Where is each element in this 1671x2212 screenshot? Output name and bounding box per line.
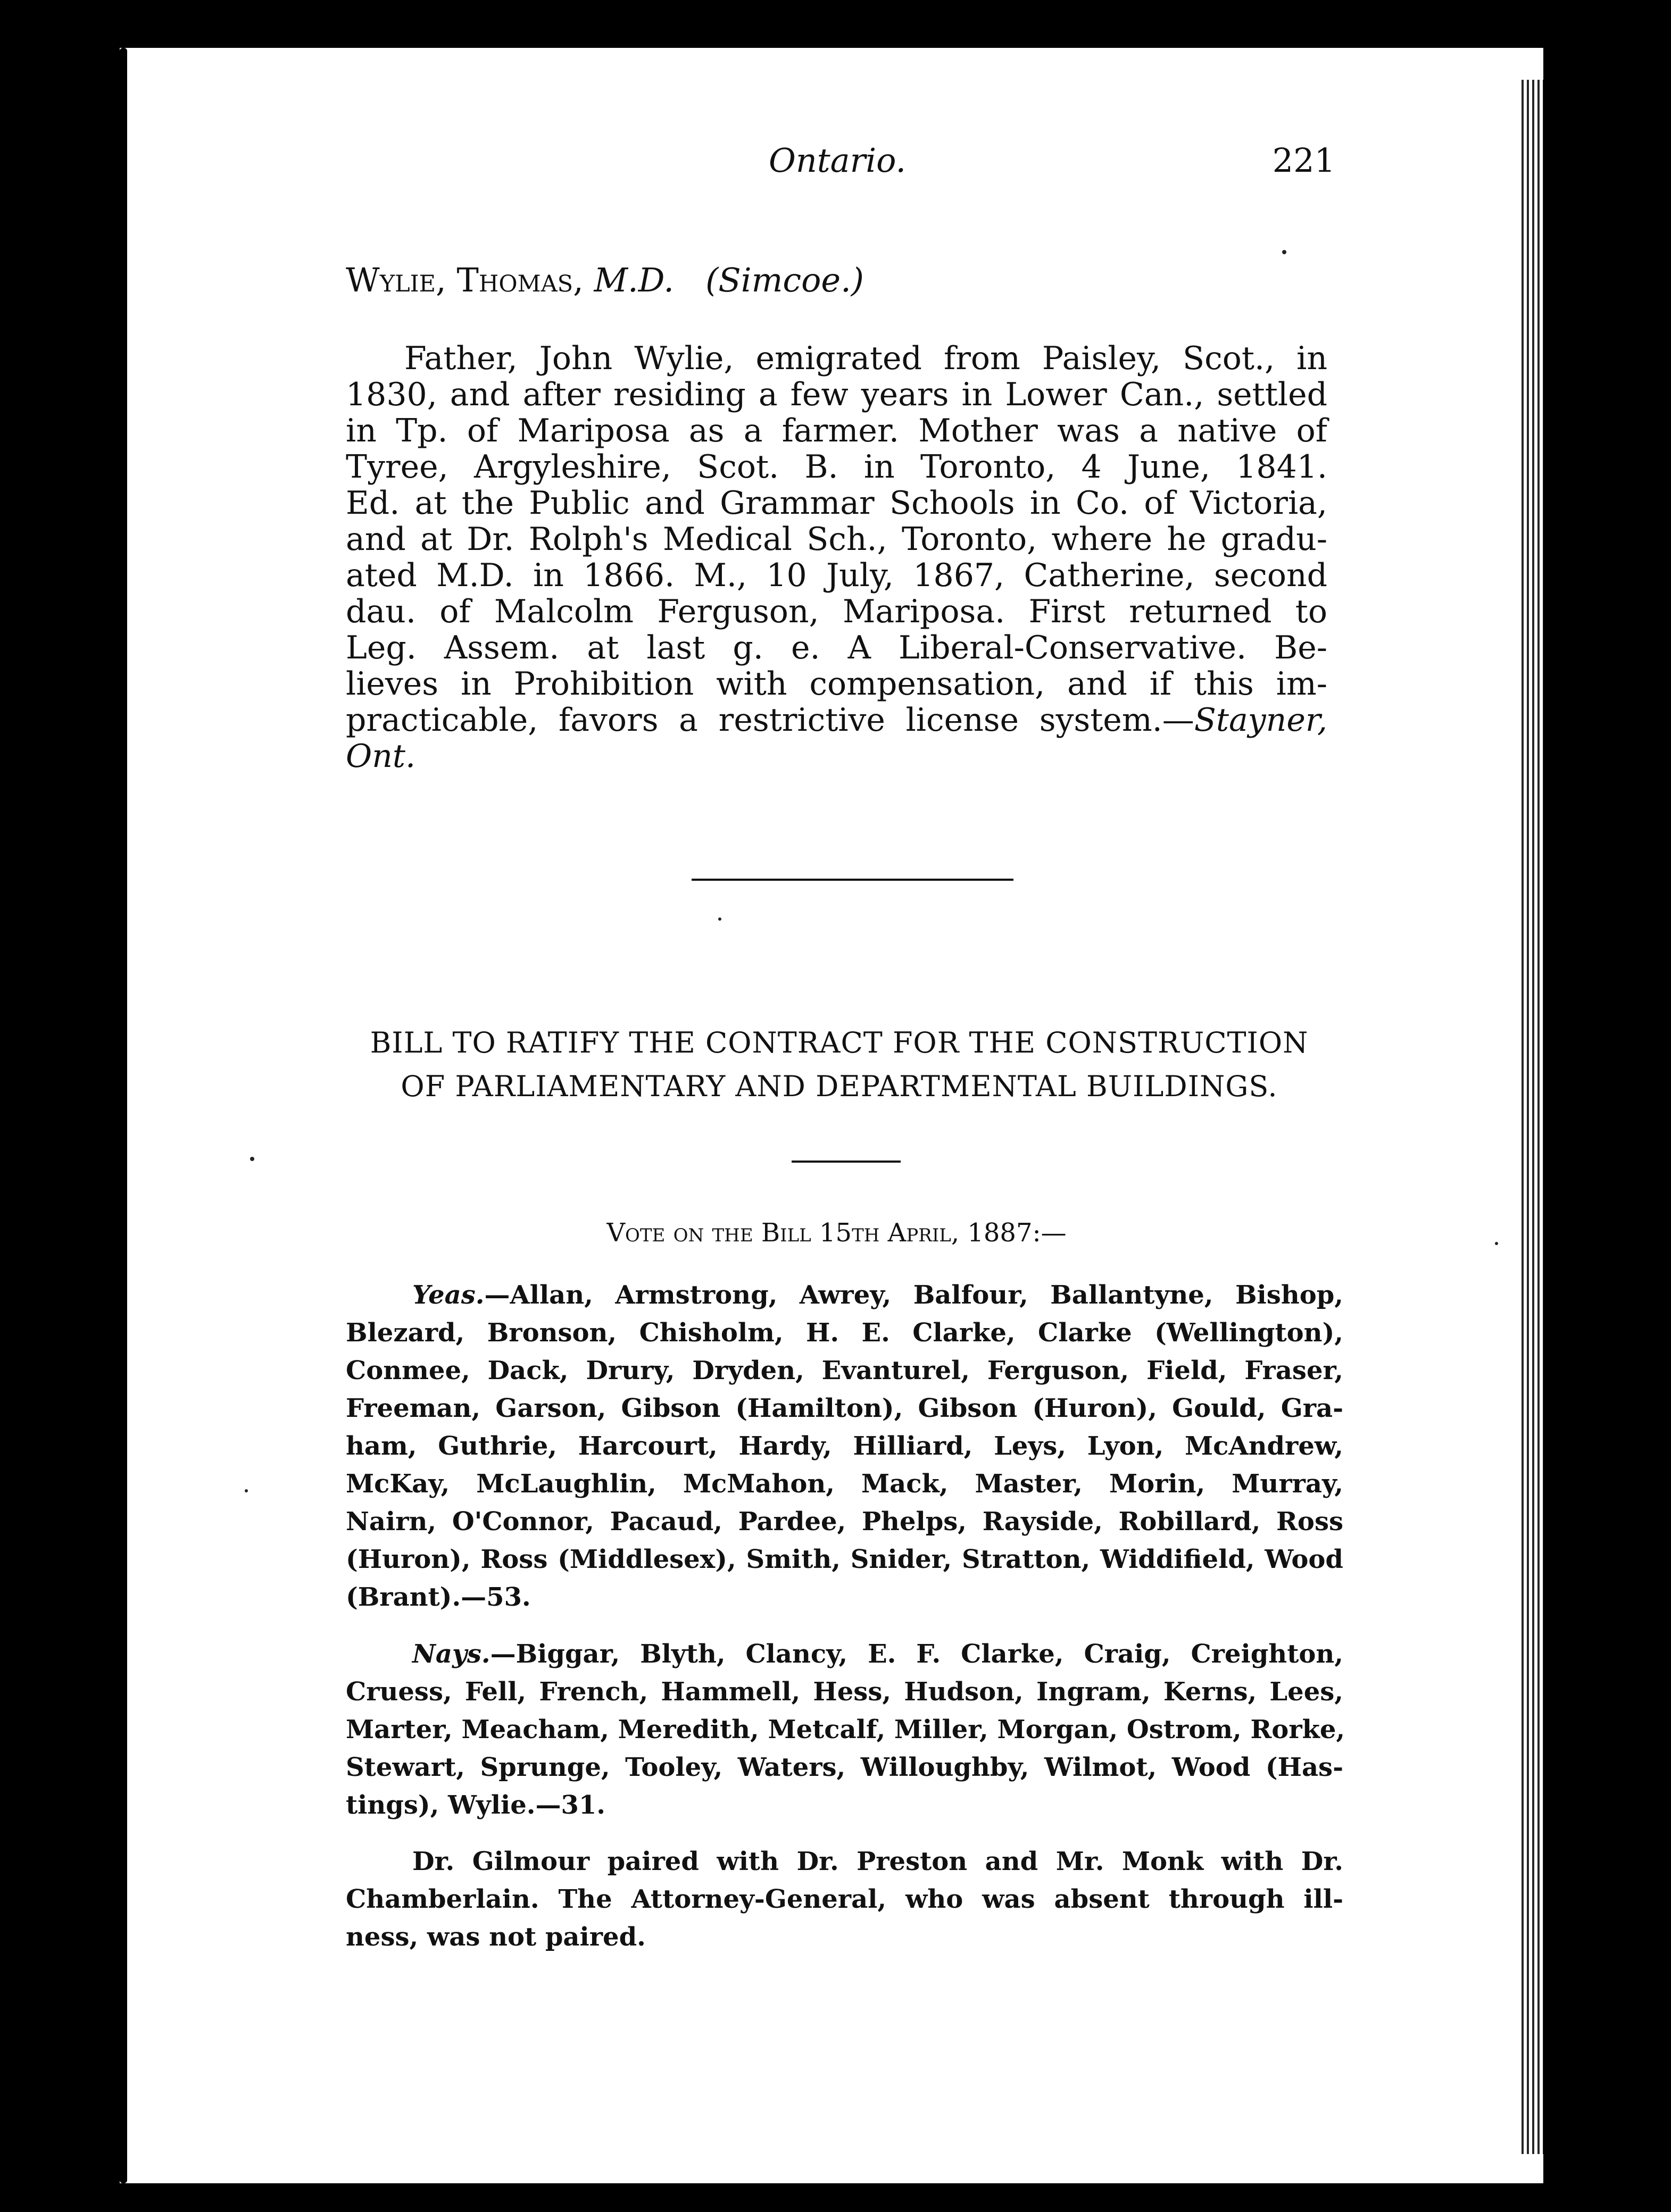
print-speck xyxy=(1282,250,1286,254)
entry-given-name: Thomas, xyxy=(456,261,584,299)
nays-line: Stewart, Sprunge, Tooley, Waters, Willoughby, Wilmot, Wood (Has- xyxy=(346,1752,1343,1782)
binding-clip xyxy=(108,189,127,208)
binding-clip xyxy=(108,1955,127,1974)
print-speck xyxy=(245,1489,248,1492)
entry-riding: (Simcoe.) xyxy=(705,261,864,299)
print-speck xyxy=(718,917,721,921)
entry-heading xyxy=(346,261,864,299)
yeas-line-text: —Allan, Armstrong, Awrey, Balfour, Ballantyne, Bishop, xyxy=(484,1280,1343,1310)
nays-line: tings), Wylie.—31. xyxy=(346,1790,605,1820)
yeas-paragraph xyxy=(346,1276,1343,1616)
bio-address-2: Ont. xyxy=(346,738,416,775)
pairs-line: Dr. Gilmour paired with Dr. Preston and Mr. Monk with Dr. xyxy=(412,1847,1343,1876)
yeas-line: Blezard, Bronson, Chisholm, H. E. Clarke, Clarke (Wellington), xyxy=(346,1318,1343,1348)
yeas-line: McKay, McLaughlin, McMahon, Mack, Master, Morin, Murray, xyxy=(346,1469,1343,1499)
yeas-label: Yeas. xyxy=(412,1280,485,1310)
yeas-line: Nairn, O'Connor, Pacaud, Pardee, Phelps, Rayside, Robillard, Ross xyxy=(346,1507,1343,1537)
bill-title xyxy=(340,1021,1338,1108)
bio-line: Leg. Assem. at last g. e. A Liberal-Conservative. Be- xyxy=(346,629,1327,666)
binding-clip xyxy=(108,598,127,617)
short-divider xyxy=(792,1161,901,1163)
bill-title-line-2: OF PARLIAMENTARY AND DEPARTMENTAL BUILDINGS. xyxy=(401,1070,1278,1103)
bio-line: lieves in Prohibition with compensation, and if this im- xyxy=(346,665,1327,703)
yeas-line: Freeman, Garson, Gibson (Hamilton), Gibson (Huron), Gould, Gra- xyxy=(346,1393,1343,1423)
yeas-line: (Huron), Ross (Middlesex), Smith, Snider, Stratton, Widdifield, Wood xyxy=(346,1545,1343,1574)
bio-line: Father, John Wylie, emigrated from Paisley, Scot., in xyxy=(404,340,1327,377)
binding-edge xyxy=(120,48,127,2183)
vote-heading: Vote on the Bill 15th April, 1887:— xyxy=(606,1218,1067,1248)
bio-line: ated M.D. in 1866. M., 10 July, 1867, Catherine, second xyxy=(346,557,1327,594)
bio-line-with-address xyxy=(346,702,1327,738)
bio-address-1: Stayner, xyxy=(1194,702,1327,739)
print-speck xyxy=(1495,1242,1498,1245)
pairs-line: ness, was not paired. xyxy=(346,1922,646,1952)
yeas-line: ham, Guthrie, Harcourt, Hardy, Hilliard, Leys, Lyon, McAndrew, xyxy=(346,1431,1343,1461)
nays-line: Marter, Meacham, Meredith, Metcalf, Miller, Morgan, Ostrom, Rorke, xyxy=(346,1715,1345,1744)
nays-line-1 xyxy=(346,1635,1343,1673)
yeas-line: Conmee, Dack, Drury, Dryden, Evanturel, Ferguson, Field, Fraser, xyxy=(346,1356,1343,1385)
entry-surname: Wylie, xyxy=(346,261,446,299)
bio-line: dau. of Malcolm Ferguson, Mariposa. First returned to xyxy=(346,593,1327,630)
yeas-line: (Brant).—53. xyxy=(346,1582,531,1612)
bio-line: Tyree, Argyleshire, Scot. B. in Toronto, 4 June, 1841. xyxy=(346,448,1327,486)
nays-line-text: —Biggar, Blyth, Clancy, E. F. Clarke, Craig, Creighton, xyxy=(490,1639,1343,1669)
running-head-title: Ontario. xyxy=(769,141,907,180)
entry-degree: M.D. xyxy=(594,261,674,299)
pairs-paragraph xyxy=(346,1843,1343,1956)
yeas-line-1 xyxy=(346,1276,1343,1314)
page-edge xyxy=(1543,48,1551,2183)
nays-line: Cruess, Fell, French, Hammell, Hess, Hudson, Ingram, Kerns, Lees, xyxy=(346,1677,1343,1707)
running-head xyxy=(620,141,1335,189)
nays-label: Nays. xyxy=(412,1639,491,1669)
section-divider xyxy=(692,879,1013,881)
bio-line-text: practicable, favors a restrictive license system.— xyxy=(346,702,1194,739)
bio-line: 1830, and after residing a few years in Lower Can., settled xyxy=(346,376,1327,413)
page-number: 221 xyxy=(1272,141,1335,180)
bio-line: in Tp. of Mariposa as a farmer. Mother was a native of xyxy=(346,412,1327,449)
bio-line: Ed. at the Public and Grammar Schools in Co. of Victoria, xyxy=(346,485,1327,522)
print-speck xyxy=(250,1157,254,1161)
bill-title-line-1: BILL TO RATIFY THE CONTRACT FOR THE CONSTRUCTION xyxy=(370,1026,1309,1059)
biography xyxy=(346,340,1327,774)
binding-clip xyxy=(108,1455,127,1474)
nays-paragraph xyxy=(346,1635,1343,1824)
bio-line: and at Dr. Rolph's Medical Sch., Toronto, where he gradu- xyxy=(346,521,1327,558)
pairs-line: Chamberlain. The Attorney-General, who was absent through ill- xyxy=(346,1884,1343,1914)
